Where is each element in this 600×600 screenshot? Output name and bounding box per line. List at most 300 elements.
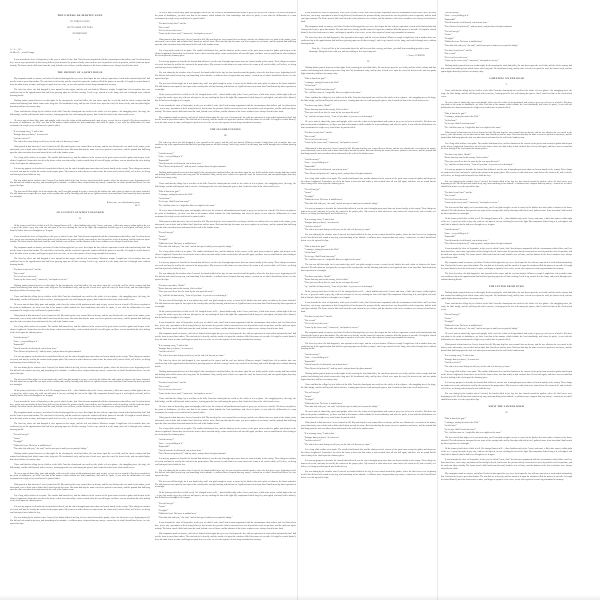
text-column-3 (301, 12, 436, 591)
dialogue-run (10, 434, 150, 451)
dialogue-run (301, 433, 436, 446)
paragraph: Of the journey itself there is little to tell. We changed horses at B—, dined indifferently at the Crown, and came, a little after sunset, within sight of the sea—a grey line under a grey sky, with one sail upon it, far out, catching the last of the light. My companion looked long at it, and sighed, and said, half to himself, that he had never thought to see it again. (155, 94, 296, 102)
dialogue-line: "You knew my father, I think?" (444, 153, 472, 156)
paragraph: It was towards the close of September, in the year of which I write, that I first became acquainted with the circumstances that follow; and I set them down here, not in any expectation of their being believed, but because the persons chiefly concerned are now beyond the reach of question, and the truth can injure nobody. The house stood a little back from the road, behind a row of limes, and the shutters of the lower windows were always closed before dusk. (10, 59, 150, 68)
paragraph: Nothing further passed between us that night. In the morning the wind had fallen, the sun shone upon the wet fields, and the whole country had that washed and shining look which comes after long rain. We breakfasted early, and by nine o'clock were upon the road, the horses fresh, and our spirits higher than they had been for many a day. (155, 371, 296, 379)
dialogue-line: "Then Heaven help them all," said my uncle, and put down his glass untasted. (304, 367, 373, 370)
dialogue-line: "Better than any man in this county, God rest him." (304, 279, 349, 282)
dialogue-line: "Gone—every shilling of it." (158, 156, 184, 159)
paragraph: He was a man of about fifty, spare and upright, with a face the colour of old parchment and a pair of grey eyes as keen as a hawk's. His dress was plain to the point of shabbiness, yet there was that in his manner which forbade the least familiarity; and when he spoke, it was with the deliberation of a man accustomed to weigh every word before he parted with it. (441, 333, 572, 341)
dialogue-line: "Not a word." (158, 385, 171, 388)
dialogue-line: "Not a word." (304, 319, 317, 322)
paragraph: She was sitting by the window when I entered, her hands folded in her lap, her face turned toward the garden, where the first leaves were beginning to fall. She did not look round at my step, and something in her attitude—a stillness more eloquent than any outcry—warned me of what I should hear before ever she opened her lips. (155, 469, 296, 478)
dialogue-run (10, 131, 150, 144)
dialogue-line: "At this hour?" (444, 119, 458, 122)
dialogue-line: "Then you can tell me how he came by the scar upon his wrist." (444, 160, 500, 163)
paragraph: He was a man of about fifty, spare and upright, with a face the colour of old parchment and a pair of grey eyes as keen as a hawk's. His dress was plain to the point of shabbiness, yet there was that in his manner which forbade the least familiarity; and when he spoke, it was with the deliberation of a man accustomed to weigh every word before he parted with it. (441, 101, 572, 110)
dialogue-line: "Then Heaven help them all," said my uncle, and put down his glass untasted. (304, 172, 373, 175)
dialogue-line: "And the end of it?" (304, 225, 322, 228)
paragraph: The letter lay where she had dropped it, face upward on the carpet, and the seal was broken. Whatever scruple I might have felt at another time was swallowed up in the apprehension that had been growing upon me all that evening; I took it up, carried it to the lamp, and read it through twice without drawing breath. (301, 342, 436, 351)
dialogue-run (441, 113, 572, 130)
paragraph: It is not my purpose to describe the lawsuit that followed, nor the ruin it brought upon more than one honest family in the county. These things are matters of record, and may be read by the curious in the proper place. My concern is with what never came before the courts at all, and of which, as I believe, no living soul but myself now holds the key. (10, 505, 150, 514)
dialogue-line: "To-night?" (444, 321, 455, 324)
paragraph: Of the journey itself there is little to tell. We changed horses at B—, dined indifferently at the Crown, and came, a little after sunset, within sight of the sea—a grey line under a grey sky, with one sail upon it, far out, catching the last of the light. My companion looked long at it, and sighed, and said, half to himself, that he had never thought to see it again. (10, 389, 150, 398)
paragraph: Of the journey itself there is little to tell. We changed horses at B—, dined indifferently at the Crown, and came, a little after sunset, within sight of the sea—a grey line under a grey sky, with one sail upon it, far out, catching the last of the light. My companion looked long at it, and sighed, and said, half to himself, that he had never thought to see it again. (441, 448, 572, 456)
dialogue-run (301, 246, 436, 263)
chapter-numeral: V. (505, 83, 508, 86)
text-column-2 (155, 12, 296, 591)
paragraph: The letter lay where she had dropped it, face upward on the carpet, and the seal was broken. Whatever scruple I might have felt at another time was swallowed up in the apprehension that had been growing upon me all that evening; I took it up, carried it to the lamp, and read it through twice without drawing breath. (155, 360, 296, 368)
paragraph: It was towards the close of September, in the year of which I write, that I first became acquainted with the circumstances that follow; and I set them down here, not in any expectation of their being believed, but because the persons chiefly concerned are now beyond the reach of question, and the truth can injure nobody. The house stood a little back from the road, behind a row of limes, and the shutters of the lower windows were always closed before dusk. (155, 322, 296, 330)
dialogue-line: "Yet it is all over the town." (444, 56, 469, 59)
dialogue-line: "Yet it is all over the town." (304, 139, 329, 141)
dialogue-line: "To-night?" (304, 399, 315, 402)
paragraph: It is not my purpose to describe the lawsuit that followed, nor the ruin it brought upon more than one honest family in the county. These things are matters of record, and may be read by the curious in the proper place. My concern is with what never came before the courts at all, and of which, as I believe, no living soul but myself now holds the key. (301, 460, 436, 468)
dialogue-line: "Within the hour. The horse is saddled now." (158, 513, 198, 516)
dialogue-run (301, 392, 436, 409)
paragraph: Of the journey itself there is little to tell. We changed horses at B—, dined indifferently at the Crown, and came, a little after sunset, within sight of the sea—a grey line under a grey sky, with one sail upon it, far out, catching the last of the light. My companion looked long at it, and sighed, and said, half to himself, that he had never thought to see it again. (155, 491, 296, 500)
dialogue-line: "You have heard, then?" said he. (304, 132, 333, 135)
dialogue-run (301, 316, 436, 329)
paragraph: She was sitting by the window when I entered, her hands folded in her lap, her face turned toward the garden, where the first leaves were beginning to fall. She did not look round at my step, and something in her attitude—a stillness more eloquent than any outcry—warned me of what I should hear before ever she opened her lips. (155, 273, 296, 282)
paragraph: It was towards the close of September, in the year of which I write, that I first became acquainted with the circumstances that follow; and I set them down here, not in any expectation of their being believed, but because the persons chiefly concerned are now beyond the reach of question, and the truth can injure nobody. The house stood a little back from the road, behind a row of limes, and the shutters of the lower windows were always closed before dusk. (301, 302, 436, 313)
dialogue-line: "Impossible!" (13, 344, 26, 347)
dialogue-line: "Who is that at the gate?" (158, 191, 181, 194)
paragraph: He was a man of about fifty, spare and upright, with a face the colour of old parchment and a pair of grey eyes as keen as a hawk's. His dress was plain to the point of shabbiness, yet there was that in his manner which forbade the least familiarity; and when he spoke, it was with the deliberation of a man accustomed to weigh every word before he parted with it. (10, 119, 150, 128)
dialogue-line: "Then you can tell me how he came by the scar upon his wrist." (304, 112, 360, 115)
dialogue-line: "It is a strange story," I said at last. (158, 344, 189, 347)
paragraph: Nothing further passed between us that night. In the morning the wind had fallen, the sun shone upon the wet fields, and the whole country had that washed and shining look which comes after long rain. We breakfasted early, and by nine o'clock were upon the road, the horses fresh, and our spirits higher than they had been for many a day. (441, 291, 572, 300)
dialogue-run (155, 153, 296, 170)
dialogue-line: "You have heard, then?" said he. (304, 316, 333, 319)
dialogue-line: "Then you can tell me how he came by the scar upon his wrist." (304, 282, 360, 285)
dateline-line: A— L—, 18—. (10, 49, 23, 52)
paragraph: My companion made no answer, and when I looked at him again his eyes were fixed upon the fire with an expression of such settled melancholy that I had not the heart to press him further. The rain had set in heavily, and the sound of it upon the windows filled the pauses of our talk. At length he roused himself, drew his chair nearer to mine, and began to speak in a low voice, as one who repeats a lesson long committed to memory. (10, 246, 150, 255)
dialogue-run (301, 78, 436, 95)
dialogue-line: "Gone—every shilling of it." (158, 442, 184, 445)
dialogue-run (441, 12, 572, 29)
dialogue-line: "A stranger, asking his road to the Hall." (304, 248, 340, 251)
dialogue-line: "A stranger, asking his road to the Hall." (158, 194, 194, 197)
dialogue-line: "I must." (13, 437, 21, 440)
paragraph: He was a man of about fifty, spare and upright, with a face the colour of old parchment and a pair of grey eyes as keen as a hawk's. His dress was plain to the point of shabbiness, yet there was that in his manner which forbade the least familiarity; and when he spoke, it was with the deliberation of a man accustomed to weigh every word before he parted with it. (301, 120, 436, 129)
dialogue-line: "Stranger than you know," he answered. (158, 348, 194, 350)
dialogue-line: "I must." (444, 317, 452, 320)
dialogue-line: "Gone—every shilling of it." (304, 357, 330, 360)
dialogue-line: "And the end of it?" (158, 351, 176, 354)
paragraph: She was sitting by the window when I entered, her hands folded in her lap, her face turned toward the garden, where the first leaves were beginning to fall. She did not look round at my step, and something in her attitude—a stillness more eloquent than any outcry—warned me of what I should hear before ever she opened her lips. (155, 72, 296, 80)
dialogue-run (155, 285, 296, 298)
paragraph: For a long while neither of us spoke. The candles had burned low, and the shadows in the corners of the great room seemed to gather and deepen as the silence lengthened. Somewhere far off in the house a door was shut softly; a stair creaked; then all was still again, and there was no sound but the slow ticking of the clock upon the chimney-piece. (10, 494, 150, 503)
dialogue-line: "I must." (158, 235, 166, 238)
paragraph: He was a man of about fifty, spare and upright, with a face the colour of old parchment and a pair of grey eyes as keen as a hawk's. His dress was plain to the point of shabbiness, yet there was that in his manner which forbade the least familiarity; and when he spoke, it was with the deliberation of a man accustomed to weigh every word before he parted with it. (155, 406, 296, 414)
dialogue-run (155, 382, 296, 395)
paragraph: I have said that the village lay in a hollow of the hills. From the churchyard one could see the whole of it at a glance—the straggling street, the forge, the little bridge, and the mill beyond; and it was here, leaning upon the low wall among the graves, that I waited for him as the clock struck seven. (301, 384, 436, 389)
dialogue-line: "Then take this with you," she said, "and do not open it until you are past the bridge." (444, 44, 519, 47)
dialogue-line: "Then take this with you," she said, "and do not open it until you are past the bridge." (158, 516, 233, 519)
paragraph: For a long while neither of us spoke. The candles had burned low, and the shadows in the corners of the great room seemed to gather and deepen as the silence lengthened. Somewhere far off in the house a door was shut softly; a stair creaked; then all was still again, and there was no sound but the slow ticking of the clock upon the chimney-piece. (155, 49, 296, 58)
dialogue-run (301, 159, 436, 176)
dialogue-line: "Ay," said the old man slowly, "I can tell you that—if you are set on hearing it." (158, 294, 228, 297)
dialogue-line: "It is a strange story," I said at last. (304, 433, 335, 436)
paragraph: It was towards the close of September, in the year of which I write, that I first became acquainted with the circumstances that follow; and I set them down here, not in any expectation of their being believed, but because the persons chiefly concerned are now beyond the reach of question, and the truth can injure nobody. The house stood a little back from the road, behind a row of limes, and the shutters of the lower windows were always closed before dusk. (155, 521, 296, 530)
section-heading: A MEETING ON THE ROAD (488, 77, 525, 80)
paragraph: It was towards the close of September, in the year of which I write, that I first became acquainted with the circumstances that follow; and I set them down here, not in any expectation of their being believed, but because the persons chiefly concerned are now beyond the reach of question, and the truth can injure nobody. The house stood a little back from the road, behind a row of limes, and the shutters of the lower windows were always closed before dusk. (301, 12, 436, 23)
paragraph: Of the journey itself there is little to tell. We changed horses at B—, dined indifferently at the Crown, and came, a little after sunset, within sight of the sea—a grey line under a grey sky, with one sail upon it, far out, catching the last of the light. My companion looked long at it, and sighed, and said, half to himself, that he had never thought to see it again. (10, 224, 150, 233)
paragraph: For a long while neither of us spoke. The candles had burned low, and the shadows in the corners of the great room seemed to gather and deepen as the silence lengthened. Somewhere far off in the house a door was shut softly; a stair creaked; then all was still again, and there was no sound but the slow ticking of the clock upon the chimney-piece. (441, 370, 572, 379)
dialogue-line: "You have heard, then?" said he. (158, 23, 187, 26)
dialogue-line: "Ay," said the old man slowly, "I can tell you that—if you are set on hearing it." (304, 285, 374, 288)
section-heading: WHAT THE LAWYER KNEW (488, 405, 525, 408)
dialogue-line: "I came by the lower road," I answered, "and spoke to no one." (158, 392, 214, 395)
paragraph: It was towards the close of September, in the year of which I write, that I first became acquainted with the circumstances that follow; and I set them down here, not in any expectation of their being believed, but because the persons chiefly concerned are now beyond the reach of question, and the truth can injure nobody. The house stood a little back from the road, behind a row of limes, and the shutters of the lower windows were always closed before dusk. (155, 105, 296, 114)
paragraph: The letter lay where she had dropped it, face upward on the carpet, and the seal was broken. Whatever scruple I might have felt at another time was swallowed up in the apprehension that had been growing upon me all that evening; I took it up, carried it to the lamp, and read it through twice without drawing breath. (10, 88, 150, 97)
dialogue-line: "At this hour?" (304, 85, 318, 88)
dialogue-line: "The end of it no man living can tell you, for the end of it has not yet come." (444, 365, 512, 368)
dialogue-line: "I had it from the clerk himself, not an hour since." (158, 163, 203, 166)
paragraph: My companion made no answer, and when I looked at him again his eyes were fixed upon the fire with an expression of such settled melancholy that I had not the heart to press him further. The rain had set in heavily, and the sound of it upon the windows filled the pauses of our talk. At length he roused himself, drew his chair nearer to mine, and began to speak in a low voice, as one who repeats a lesson long committed to memory. (155, 116, 296, 125)
title-subline: WITH SOME LETTERS (67, 26, 93, 29)
dialogue-line: "Then take this with you," she said, "and do not open it until you are past the bridge." (304, 406, 379, 409)
dialogue-line: "Gone—every shilling of it." (444, 232, 470, 235)
dialogue-line: "Then Heaven help them all," said my uncle, and put down his glass untasted. (13, 351, 82, 354)
dialogue-line: "Yet it is all over the town." (13, 275, 38, 278)
dialogue-line: "And the money?" (158, 439, 175, 442)
paragraph: It is not my purpose to describe the lawsuit that followed, nor the ruin it brought upon more than one honest family in the county. These things are matters of record, and may be read by the curious in the proper place. My concern is with what never came before the courts at all, and of which, as I believe, no living soul but myself now holds the key. (155, 60, 296, 69)
dialogue-line: "At this hour?" (304, 252, 318, 255)
paragraph: She was sitting by the window when I entered, her hands folded in her lap, her face turned toward the garden, where the first leaves were beginning to fall. She did not look round at my step, and something in her attitude—a stillness more eloquent than any outcry—warned me of what I should hear before ever she opened her lips. (10, 179, 150, 188)
dialogue-line: "No—bid him come in. A night like this is no night for the moor." (444, 126, 502, 129)
dialogue-line: "Impossible!" (158, 446, 171, 449)
dialogue-line: "So he says. Shall I turn him away?" (304, 88, 337, 91)
paragraph: It is not my purpose to describe the lawsuit that followed, nor the ruin it brought upon more than one honest family in the county. These things are matters of record, and may be read by the curious in the proper place. My concern is with what never came before the courts at all, and of which, as I believe, no living soul but myself now holds the key. (155, 262, 296, 270)
dialogue-line: "Yet it is all over the town." (304, 323, 329, 326)
dialogue-line: "I had it from the clerk himself, not an hour since." (158, 449, 203, 452)
dialogue-line: "And the money?" (444, 229, 461, 232)
paragraph: For a long while neither of us spoke. The candles had burned low, and the shadows in the corners of the great room seemed to gather and deepen as the silence lengthened. Somewhere far off in the house a door was shut softly; a stair creaked; then all was still again, and there was no sound but the slow ticking of the clock upon the chimney-piece. (301, 448, 436, 457)
paragraph: She was sitting by the window when I entered, her hands folded in her lap, her face turned toward the garden, where the first leaves were beginning to fall. She did not look round at my step, and something in her attitude—a stillness more eloquent than any outcry—warned me of what I should hear before ever she opened her lips. (441, 180, 572, 189)
dialogue-line: "Within the hour. The horse is saddled now." (13, 444, 53, 447)
dialogue-line: "And the money?" (304, 158, 321, 161)
paragraph: She was sitting by the window when I entered, her hands folded in her lap, her face turned toward the garden, where the first leaves were beginning to fall. She did not look round at my step, and something in her attitude—a stillness more eloquent than any outcry—warned me of what I should hear before ever she opened her lips. (10, 517, 150, 525)
dialogue-line: "No—bid him come in. A night like this is no night for the moor." (304, 92, 362, 95)
paragraph: What passed at that interview I never learned in full. My aunt kept her own counsel then as always, and the one allusion she ever made to the matter, years afterwards, was so brief and so bitter that I dared not ask her more. But from that day the name was never spoken in our house, and the portrait that had hung upon the stair was taken down and turned to the wall in the lumber-room. (10, 146, 150, 154)
dialogue-line: "The end of it no man living can tell you, for the end of it has not yet come." (304, 229, 372, 232)
dialogue-line: "Then take this with you," she said, "and do not open it until you are past the bridge." (13, 447, 88, 450)
paragraph: My companion made no answer, and when I looked at him again his eyes were fixed upon the fire with an expression of such settled melancholy that I had not the heart to press him further. The rain had set in heavily, and the sound of it upon the windows filled the pauses of our talk. At length he roused himself, drew his chair nearer to mine, and began to speak in a low voice, as one who repeats a lesson long committed to memory. (441, 262, 572, 270)
dialogue-line: "Who is that at the gate?" (304, 245, 327, 248)
paragraph: For a long while neither of us spoke. The candles had burned low, and the shadows in the corners of the great room seemed to gather and deepen as the silence lengthened. Somewhere far off in the house a door was shut softly; a stair creaked; then all was still again, and there was no sound but the slow ticking of the clock upon the chimney-piece. (441, 142, 572, 151)
dialogue-run (301, 105, 436, 118)
paragraph: What passed at that interview I never learned in full. My aunt kept her own counsel then as always, and the one allusion she ever made to the matter, years afterwards, was so brief and so bitter that I dared not ask her more. But from that day the name was never spoken in our house, and the portrait that had hung upon the stair was taken down and turned to the wall in the lumber-room. (441, 131, 572, 140)
chapter-numeral: I. (79, 39, 81, 42)
paragraph: He was a man of about fifty, spare and upright, with a face the colour of old parchment and a pair of grey eyes as keen as a hawk's. His dress was plain to the point of shabbiness, yet there was that in his manner which forbade the least familiarity; and when he spoke, it was with the deliberation of a man accustomed to weigh every word before he parted with it. (155, 12, 296, 20)
paragraph: He was a man of about fifty, spare and upright, with a face the colour of old parchment and a pair of grey eyes as keen as a hawk's. His dress was plain to the point of shabbiness, yet there was that in his manner which forbade the least familiarity; and when he spoke, it was with the deliberation of a man accustomed to weigh every word before he parted with it. (155, 209, 296, 218)
dialogue-line: "You have heard, then?" said he. (13, 269, 42, 272)
dialogue-line: "To-night?" (158, 509, 169, 512)
dialogue-line: "You will not go?" (444, 30, 461, 33)
dialogue-line: "So he says. Shall I turn him away?" (304, 255, 337, 258)
paragraph: What passed at that interview I never learned in full. My aunt kept her own counsel then as always, and the one allusion she ever made to the matter, years afterwards, was so brief and so bitter that I dared not ask her more. But from that day the name was never spoken in our house, and the portrait that had hung upon the stair was taken down and turned to the wall in the lumber-room. (10, 315, 150, 323)
paragraph: It is not my purpose to describe the lawsuit that followed, nor the ruin it brought upon more than one honest family in the county. These things are matters of record, and may be read by the curious in the proper place. My concern is with what never came before the courts at all, and of which, as I believe, no living soul but myself now holds the key. (301, 207, 436, 216)
dialogue-run (441, 50, 572, 63)
dialogue-line: "I came by the lower road," I answered, "and spoke to no one." (304, 142, 360, 145)
dialogue-line: "The end of it no man living can tell you, for the end of it has not yet come." (304, 443, 372, 446)
dialogue-line: "Who is that at the gate?" (444, 418, 467, 421)
dialogue-line: "To-night?" (304, 195, 315, 198)
dialogue-line: "And the money?" (304, 353, 321, 356)
letter-block: Dear Sir,—If you will be at the cross-roads above the mill at seven this evening, and alone, you shall hear something greatly to your advantage. Bring this letter with you, and say nothing of it to any living soul. (309, 48, 429, 54)
dialogue-line: "I came by the lower road," I answered, "and spoke to no one." (444, 60, 500, 63)
dialogue-line: "Better than any man in this county, God rest him." (304, 108, 349, 111)
dialogue-run (10, 269, 150, 282)
paragraph: He was a man of about fifty, spare and upright, with a face the colour of old parchment and a pair of grey eyes as keen as a hawk's. His dress was plain to the point of shabbiness, yet there was that in his manner which forbade the least familiarity; and when he spoke, it was with the deliberation of a man accustomed to weigh every word before he parted with it. (301, 411, 436, 419)
paragraph: It was towards the close of September, in the year of which I write, that I first became acquainted with the circumstances that follow; and I set them down here, not in any expectation of their being believed, but because the persons chiefly concerned are now beyond the reach of question, and the truth can injure nobody. The house stood a little back from the road, behind a row of limes, and the shutters of the lower windows were always closed before dusk. (10, 235, 150, 244)
paragraph: My companion made no answer, and when I looked at him again his eyes were fixed upon the fire with an expression of such settled melancholy that I had not the heart to press him further. The rain had set in heavily, and the sound of it upon the windows filled the pauses of our talk. At length he roused himself, drew his chair nearer to mine, and began to speak in a low voice, as one who repeats a lesson long committed to memory. (441, 473, 572, 482)
paragraph: For a long while neither of us spoke. The candles had burned low, and the shadows in the corners of the great room seemed to gather and deepen as the silence lengthened. Somewhere far off in the house a door was shut softly; a stair creaked; then all was still again, and there was no sound but the slow ticking of the clock upon the chimney-piece. (155, 428, 296, 437)
dialogue-line: "So he says. Shall I turn him away?" (444, 123, 477, 126)
paragraph: He was a man of about fifty, spare and upright, with a face the colour of old parchment and a pair of grey eyes as keen as a hawk's. His dress was plain to the point of shabbiness, yet there was that in his manner which forbade the least familiarity; and when he spoke, it was with the deliberation of a man accustomed to weigh every word before he parted with it. (10, 303, 150, 312)
dialogue-line: "I came by the lower road," I answered, "and spoke to no one." (304, 326, 360, 329)
paragraph: I have said that the village lay in a hollow of the hills. From the churchyard one could see the whole of it at a glance—the straggling street, the forge, the little bridge, and the mill beyond; and it was here, leaning upon the low wall among the graves, that I waited for him as the clock struck seven. (155, 397, 296, 403)
paragraph: Nothing further passed between us that night. In the morning the wind had fallen, the sun shone upon the wet fields, and the whole country had that washed and shining look which comes after long rain. We breakfasted early, and by nine o'clock were upon the road, the horses fresh, and our spirits higher than they had been for many a day. (10, 453, 150, 461)
dialogue-run (301, 276, 436, 289)
dialogue-line: "Gone—every shilling of it." (13, 340, 39, 343)
dialogue-line: "Then take this with you," she said, "and do not open it until you are past the bridge." (304, 202, 379, 205)
paragraph: The letter lay where she had dropped it, face upward on the carpet, and the seal was broken. Whatever scruple I might have felt at another time was swallowed up in the apprehension that had been growing upon me all that evening; I took it up, carried it to the lamp, and read it through twice without drawing breath. (155, 141, 296, 150)
paragraph: Nothing further passed between us that night. In the morning the wind had fallen, the sun shone upon the wet fields, and the whole country had that washed and shining look which comes after long rain. We breakfasted early, and by nine o'clock were upon the road, the horses fresh, and our spirits higher than they had been for many a day. (10, 100, 150, 108)
dialogue-run (301, 132, 436, 145)
dialogue-line: "You will not go?" (158, 502, 175, 505)
dialogue-line: "Not a word." (444, 53, 457, 56)
dialogue-line: "It is a strange story," I said at last. (13, 130, 44, 133)
dialogue-line: "Impossible!" (444, 236, 457, 239)
section-heading: THE HISTORY OF A QUIET HOUSE (57, 71, 103, 74)
dialogue-line: "Then take this with you," she said, "and do not open it until you are past the bridge." (158, 246, 233, 249)
paragraph: Nothing further passed between us that night. In the morning the wind had fallen, the sun shone upon the wet fields, and the whole country had that washed and shining look which comes after long rain. We breakfasted early, and by nine o'clock were upon the road, the horses fresh, and our spirits higher than they had been for many a day. (301, 67, 436, 75)
dialogue-line: "Ay," said the old man slowly, "I can tell you that—if you are set on hearing it." (444, 164, 514, 167)
document-title: THE PAPERS OF MARTIN VANE (57, 14, 103, 17)
dialogue-line: "Then Heaven help them all," said my uncle, and put down his glass untasted. (444, 25, 513, 28)
dialogue-line: "Impossible!" (304, 165, 317, 168)
dialogue-run (155, 23, 296, 36)
dialogue-line: "Yet it is all over the town." (158, 389, 183, 392)
dialogue-line: "And the money?" (444, 12, 461, 14)
dialogue-run (155, 503, 296, 520)
paragraph: For a long while neither of us spoke. The candles had burned low, and the shadows in the corners of the great room seemed to gather and deepen as the silence lengthened. Somewhere far off in the house a door was shut softly; a stair creaked; then all was still again, and there was no sound but the slow ticking of the clock upon the chimney-piece. (155, 251, 296, 259)
dialogue-line: "So he says. Shall I turn him away?" (444, 428, 477, 431)
dialogue-run (441, 31, 572, 48)
paragraph: I have said that the village lay in a hollow of the hills. From the churchyard one could see the whole of it at a glance—the straggling street, the forge, the little bridge, and the mill beyond; and it was here, leaning upon the low wall among the graves, that I waited for him as the clock struck seven. (10, 111, 150, 117)
title-subline: IN THREE PARTS (70, 20, 90, 23)
dialogue-line: "A stranger, asking his road to the Hall." (444, 116, 480, 119)
dialogue-run (301, 354, 436, 371)
dialogue-line: "You will not go?" (304, 188, 321, 191)
paragraph: My companion made no answer, and when I looked at him again his eyes were fixed upon the fire with an expression of such settled melancholy that I had not the heart to press him further. The rain had set in heavily, and the sound of it upon the windows filled the pauses of our talk. At length he roused himself, drew his chair nearer to mine, and began to speak in a low voice, as one who repeats a lesson long committed to memory. (10, 77, 150, 86)
dialogue-run (155, 439, 296, 456)
paragraph: What passed at that interview I never learned in full. My aunt kept her own counsel then as always, and the one allusion she ever made to the matter, years afterwards, was so brief and so bitter that I dared not ask her more. But from that day the name was never spoken in our house, and the portrait that had hung upon the stair was taken down and turned to the wall in the lumber-room. (301, 422, 436, 431)
dialogue-line: "Stranger than you know," he answered. (444, 358, 480, 361)
dialogue-line: "The end of it no man living can tell you, for the end of it has not yet come." (158, 354, 226, 357)
page-divider-left (297, 0, 298, 600)
paragraph: My companion made no answer, and when I looked at him again his eyes were fixed upon the fire with an expression of such settled melancholy that I had not the heart to press him further. The rain had set in heavily, and the sound of it upon the windows filled the pauses of our talk. At length he roused himself, drew his chair nearer to mine, and began to speak in a low voice, as one who repeats a lesson long committed to memory. (301, 331, 436, 340)
dialogue-line: "A stranger, asking his road to the Hall." (444, 421, 480, 424)
paragraph: Of the journey itself there is little to tell. We changed horses at B—, dined indifferently at the Crown, and came, a little after sunset, within sight of the sea—a grey line under a grey sky, with one sail upon it, far out, catching the last of the light. My companion looked long at it, and sighed, and said, half to himself, that he had never thought to see it again. (301, 291, 436, 299)
paragraph: I have said that the village lay in a hollow of the hills. From the churchyard one could see the whole of it at a glance—the straggling street, the forge, the little bridge, and the mill beyond; and it was here, leaning upon the low wall among the graves, that I waited for him as the clock struck seven. (441, 90, 572, 99)
paragraph: I have said that the village lay in a hollow of the hills. From the churchyard one could see the whole of it at a glance—the straggling street, the forge, the little bridge, and the mill beyond; and it was here, leaning upon the low wall among the graves, that I waited for him as the clock struck seven. (301, 97, 436, 103)
dialogue-line: "I had it from the clerk himself, not an hour since." (13, 347, 58, 350)
dialogue-line: "You will not go?" (158, 232, 175, 235)
paragraph: The letter lay where she had dropped it, face upward on the carpet, and the seal was broken. Whatever scruple I might have felt at another time was swallowed up in the apprehension that had been growing upon me all that evening; I took it up, carried it to the lamp, and read it through twice without drawing breath. (10, 423, 150, 431)
dialogue-line: "No—bid him come in. A night like this is no night for the moor." (444, 432, 502, 435)
dialogue-line: "Gone—every shilling of it." (444, 15, 470, 18)
paragraph: Nothing further passed between us that night. In the morning the wind had fallen, the sun shone upon the wet fields, and the whole country had that washed and shining look which comes after long rain. We breakfasted early, and by nine o'clock were upon the road, the horses fresh, and our spirits higher than they had been for many a day. (301, 372, 436, 381)
dialogue-line: "And the end of it?" (444, 362, 462, 365)
dialogue-line: "Impossible!" (158, 159, 171, 162)
paragraph: My companion made no answer, and when I looked at him again his eyes were fixed upon the fire with an expression of such settled melancholy that I had not the heart to press him further. The rain had set in heavily, and the sound of it upon the windows filled the pauses of our talk. At length he roused himself, drew his chair nearer to mine, and began to speak in a low voice, as one who repeats a lesson long committed to memory. (155, 333, 296, 342)
dialogue-run (155, 345, 296, 358)
signature-line: Believe me, ever affectionately yours, (106, 201, 140, 204)
dialogue-line: "And the end of it?" (13, 137, 31, 140)
paragraph: The inn was full that night, for it was market day, and I was glad enough to secure a corner by the kitchen fire and a plate of whatever the house afforded. The talk about me ran upon the one topic of the country-side; and by listening with half an ear I gathered more in an hour than I had learned by direct question in a fortnight. (301, 264, 436, 273)
paragraph: What passed at that interview I never learned in full. My aunt kept her own counsel then as always, and the one allusion she ever made to the matter, years afterwards, was so brief and so bitter that I dared not ask her more. But from that day the name was never spoken in our house, and the portrait that had hung upon the stair was taken down and turned to the wall in the lumber-room. (155, 221, 296, 229)
section-heading: AN ACCOUNT OF WHAT FOLLOWED (56, 212, 104, 215)
paragraph: The inn was full that night, for it was market day, and I was glad enough to secure a corner by the kitchen fire and a plate of whatever the house afforded. The talk about me ran upon the one topic of the country-side; and by listening with half an ear I gathered more in an hour than I had learned by direct question in a fortnight. (155, 83, 296, 91)
chapter-numeral: IV. (367, 60, 370, 63)
letter-signature: — Yours, A FRIEND. (405, 54, 425, 57)
dialogue-line: "Gone—every shilling of it." (304, 162, 330, 165)
dialogue-line: "Better than any man in this county, God rest him." (158, 288, 203, 290)
dialogue-run (301, 219, 436, 232)
dialogue-run (441, 154, 572, 167)
dateline-line: To Miss H—, at the Grange. (10, 52, 35, 55)
dialogue-line: "A stranger, asking his road to the Hall." (304, 81, 340, 84)
paragraph: What passed at that interview I never learned in full. My aunt kept her own counsel then as always, and the one allusion she ever made to the matter, years afterwards, was so brief and so bitter that I dared not ask her more. But from that day the name was never spoken in our house, and the portrait that had hung upon the stair was taken down and turned to the wall in the lumber-room. (10, 483, 150, 492)
paragraph: She was sitting by the window when I entered, her hands folded in her lap, her face turned toward the garden, where the first leaves were beginning to fall. She did not look round at my step, and something in her attitude—a stillness more eloquent than any outcry—warned me of what I should hear before ever she opened her lips. (441, 393, 572, 401)
dialogue-line: "Stranger than you know," he answered. (304, 222, 340, 225)
paragraph: The inn was full that night, for it was market day, and I was glad enough to secure a corner by the kitchen fire and a plate of whatever the house afforded. The talk about me ran upon the one topic of the country-side; and by listening with half an ear I gathered more in an hour than I had learned by direct question in a fortnight. (155, 480, 296, 489)
paragraph: Nothing further passed between us that night. In the morning the wind had fallen, the sun shone upon the wet fields, and the whole country had that washed and shining look which comes after long rain. We breakfasted early, and by nine o'clock were upon the road, the horses fresh, and our spirits higher than they had been for many a day. (155, 171, 296, 180)
signature-block (10, 202, 150, 208)
paragraph: He was a man of about fifty, spare and upright, with a face the colour of old parchment and a pair of grey eyes as keen as a hawk's. His dress was plain to the point of shabbiness, yet there was that in his manner which forbade the least familiarity; and when he spoke, it was with the deliberation of a man accustomed to weigh every word before he parted with it. (10, 472, 150, 481)
paragraph: It is not my purpose to describe the lawsuit that followed, nor the ruin it brought upon more than one honest family in the county. These things are matters of record, and may be read by the curious in the proper place. My concern is with what never came before the courts at all, and of which, as I believe, no living soul but myself now holds the key. (441, 382, 572, 390)
dialogue-line: "Yet it is all over the town." (444, 198, 469, 201)
dialogue-line: "Within the hour. The horse is saddled now." (304, 402, 344, 405)
paragraph: The letter lay where she had dropped it, face upward on the carpet, and the seal was broken. Whatever scruple I might have felt at another time was swallowed up in the apprehension that had been growing upon me all that evening; I took it up, carried it to the lamp, and read it through twice without drawing breath. (301, 37, 436, 45)
dialogue-line: "Impossible!" (444, 18, 457, 21)
title-block (10, 14, 150, 41)
dialogue-line: "Then Heaven help them all," said my uncle, and put down his glass untasted. (158, 453, 227, 456)
paragraph: My companion made no answer, and when I looked at him again his eyes were fixed upon the fire with an expression of such settled melancholy that I had not the heart to press him further. The rain had set in heavily, and the sound of it upon the windows filled the pauses of our talk. At length he roused himself, drew his chair nearer to mine, and began to speak in a low voice, as one who repeats a lesson long committed to memory. (301, 25, 436, 34)
dialogue-line: "Then Heaven help them all," said my uncle, and put down his glass untasted. (158, 166, 227, 169)
dialogue-line: "So he says. Shall I turn him away?" (158, 201, 191, 204)
paragraph: For a long while neither of us spoke. The candles had burned low, and the shadows in the corners of the great room seemed to gather and deepen as the silence lengthened. Somewhere far off in the house a door was shut softly; a stair creaked; then all was still again, and there was no sound but the slow ticking of the clock upon the chimney-piece. (10, 157, 150, 165)
dialogue-line: "You have heard, then?" said he. (444, 49, 473, 52)
dialogue-line: "Not a word." (13, 272, 26, 275)
dialogue-line: "You will not go?" (13, 434, 30, 437)
dialogue-line: "I had it from the clerk himself, not an hour since." (304, 364, 349, 367)
paragraph: What passed at that interview I never learned in full. My aunt kept her own counsel then as always, and the one allusion she ever made to the matter, years afterwards, was so brief and so bitter that I dared not ask her more. But from that day the name was never spoken in our house, and the portrait that had hung upon the stair was taken down and turned to the wall in the lumber-room. (155, 38, 296, 47)
dialogue-line: "I must." (304, 192, 312, 195)
paragraph: Nothing further passed between us that night. In the morning the wind had fallen, the sun shone upon the wet fields, and the whole country had that washed and shining look which comes after long rain. We breakfasted early, and by nine o'clock were upon the road, the horses fresh, and our spirits higher than they had been for many a day. (10, 284, 150, 293)
dialogue-line: "Then you can tell me how he came by the scar upon his wrist." (158, 291, 214, 294)
dialogue-run (441, 229, 572, 246)
dialogue-run (441, 418, 572, 435)
dialogue-line: "Who is that at the gate?" (304, 78, 327, 81)
paragraph: I have said that the village lay in a hollow of the hills. From the churchyard one could see the whole of it at a glance—the straggling street, the forge, the little bridge, and the mill beyond; and it was here, leaning upon the low wall among the graves, that I waited for him as the clock struck seven. (10, 295, 150, 301)
dialogue-line: "You have heard, then?" said he. (444, 191, 473, 194)
dialogue-line: "Within the hour. The horse is saddled now." (158, 242, 198, 245)
dialogue-line: "I came by the lower road," I answered, "and spoke to no one." (158, 33, 214, 36)
dialogue-line: "You knew my father, I think?" (304, 275, 332, 278)
paragraph: I have said that the village lay in a hollow of the hills. From the churchyard one could see the whole of it at a glance—the straggling street, the forge, the little bridge, and the mill beyond; and it was here, leaning upon the low wall among the graves, that I waited for him as the clock struck seven. (155, 182, 296, 188)
paragraph: For a long while neither of us spoke. The candles had burned low, and the shadows in the corners of the great room seemed to gather and deepen as the silence lengthened. Somewhere far off in the house a door was shut softly; a stair creaked; then all was still again, and there was no sound but the slow ticking of the clock upon the chimney-piece. (10, 326, 150, 334)
dialogue-line: "I must." (158, 506, 166, 509)
dialogue-line: "I had it from the clerk himself, not an hour since." (444, 22, 489, 25)
dialogue-run (155, 232, 296, 249)
chapter-numeral: II. (78, 218, 82, 221)
dialogue-line: "To-night?" (158, 239, 169, 242)
paragraph: My companion made no answer, and when I looked at him again his eyes were fixed upon the fire with an expression of such settled melancholy that I had not the heart to press him further. The rain had set in heavily, and the sound of it upon the windows filled the pauses of our talk. At length he roused himself, drew his chair nearer to mine, and began to speak in a low voice, as one who repeats a lesson long committed to memory. (155, 532, 296, 541)
dialogue-line: "You knew my father, I think?" (158, 284, 186, 287)
paragraph: What passed at that interview I never learned in full. My aunt kept her own counsel then as always, and the one allusion she ever made to the matter, years afterwards, was so brief and so bitter that I dared not ask her more. But from that day the name was never spoken in our house, and the portrait that had hung upon the stair was taken down and turned to the wall in the lumber-room. (301, 147, 436, 156)
paragraph: The inn was full that night, for it was market day, and I was glad enough to secure a corner by the kitchen fire and a plate of whatever the house afforded. The talk about me ran upon the one topic of the country-side; and by listening with half an ear I gathered more in an hour than I had learned by direct question in a fortnight. (155, 300, 296, 308)
paragraph: Nothing further passed between us that night. In the morning the wind had fallen, the sun shone upon the wet fields, and the whole country had that washed and shining look which comes after long rain. We breakfasted early, and by nine o'clock were upon the road, the horses fresh, and our spirits higher than they had been for many a day. (441, 65, 572, 74)
paragraph: I have said that the village lay in a hollow of the hills. From the churchyard one could see the whole of it at a glance—the straggling street, the forge, the little bridge, and the mill beyond; and it was here, leaning upon the low wall among the graves, that I waited for him as the clock struck seven. (441, 303, 572, 311)
dialogue-line: "And the money?" (13, 337, 30, 340)
dialogue-line: "You will not go?" (444, 314, 461, 317)
dialogue-line: "You will not go?" (304, 392, 321, 395)
paragraph: She was sitting by the window when I entered, her hands folded in her lap, her face turned toward the garden, where the first leaves were beginning to fall. She did not look round at my step, and something in her attitude—a stillness more eloquent than any outcry—warned me of what I should hear before ever she opened her lips. (301, 471, 436, 479)
title-subline: EDINBURGH (72, 32, 88, 35)
paragraph: She was sitting by the window when I entered, her hands folded in her lap, her face turned toward the garden, where the first leaves were beginning to fall. She did not look round at my step, and something in her attitude—a stillness more eloquent than any outcry—warned me of what I should hear before ever she opened her lips. (10, 367, 150, 376)
dialogue-line: "It is a strange story," I said at last. (444, 355, 475, 358)
dialogue-line: "Who is that at the gate?" (444, 112, 467, 115)
dialogue-line: "And the money?" (158, 152, 175, 155)
dialogue-line: "Yet it is all over the town." (158, 30, 183, 33)
dialogue-line: "You have heard, then?" said he. (158, 382, 187, 385)
paragraph: The inn was full that night, for it was market day, and I was glad enough to secure a corner by the kitchen fire and a plate of whatever the house afforded. The talk about me ran upon the one topic of the country-side; and by listening with half an ear I gathered more in an hour than I had learned by direct question in a fortnight. (10, 378, 150, 387)
dialogue-line: "I came by the lower road," I answered, "and spoke to no one." (444, 202, 500, 204)
dialogue-line: "I had it from the clerk himself, not an hour since." (444, 239, 489, 242)
paragraph: I have said that the village lay in a hollow of the hills. From the churchyard one could see the whole of it at a glance—the straggling street, the forge, the little bridge, and the mill beyond; and it was here, leaning upon the low wall among the graves, that I waited for him as the clock struck seven. (10, 464, 150, 470)
dialogue-line: "Ay," said the old man slowly, "I can tell you that—if you are set on hearing it." (304, 115, 374, 118)
dialogue-line: "Better than any man in this county, God rest him." (444, 157, 489, 160)
dialogue-line: "To-night?" (13, 441, 24, 444)
dialogue-line: "And the end of it?" (304, 440, 322, 443)
dialogue-run (301, 189, 436, 206)
paragraph: It is not my purpose to describe the lawsuit that followed, nor the ruin it brought upon more than one honest family in the county. These things are matters of record, and may be read by the curious in the proper place. My concern is with what never came before the courts at all, and of which, as I believe, no living soul but myself now holds the key. (155, 458, 296, 467)
dialogue-line: "To-night?" (444, 37, 455, 40)
paragraph: The inn was full that night, for it was market day, and I was glad enough to secure a corner by the kitchen fire and a plate of whatever the house afforded. The talk about me ran upon the one topic of the country-side; and by listening with half an ear I gathered more in an hour than I had learned by direct question in a fortnight. (441, 207, 572, 215)
paragraph: The letter lay where she had dropped it, face upward on the carpet, and the seal was broken. Whatever scruple I might have felt at another time was swallowed up in the apprehension that had been growing upon me all that evening; I took it up, carried it to the lamp, and read it through twice without drawing breath. (441, 273, 572, 282)
paragraph: It is not my purpose to describe the lawsuit that followed, nor the ruin it brought upon more than one honest family in the county. These things are matters of record, and may be read by the curious in the proper place. My concern is with what never came before the courts at all, and of which, as I believe, no living soul but myself now holds the key. (441, 169, 572, 178)
paragraph: It was towards the close of September, in the year of which I write, that I first became acquainted with the circumstances that follow; and I set them down here, not in any expectation of their being believed, but because the persons chiefly concerned are now beyond the reach of question, and the truth can injure nobody. The house stood a little back from the road, behind a row of limes, and the shutters of the lower windows were always closed before dusk. (10, 400, 150, 409)
signature-line: M. V. (135, 205, 140, 208)
dialogue-line: "Not a word." (304, 135, 317, 138)
paragraph: It is not my purpose to describe the lawsuit that followed, nor the ruin it brought upon more than one honest family in the county. These things are matters of record, and may be read by the curious in the proper place. My concern is with what never came before the courts at all, and of which, as I believe, no living soul but myself now holds the key. (10, 168, 150, 177)
dialogue-line: "I must." (304, 395, 312, 398)
text-column-4 (441, 12, 572, 591)
paragraph: My companion made no answer, and when I looked at him again his eyes were fixed upon the fire with an expression of such settled melancholy that I had not the heart to press him further. The rain had set in heavily, and the sound of it upon the windows filled the pauses of our talk. At length he roused himself, drew his chair nearer to mine, and began to speak in a low voice, as one who repeats a lesson long committed to memory. (10, 411, 150, 420)
dialogue-line: "Impossible!" (304, 360, 317, 363)
dialogue-run (441, 192, 572, 205)
dialogue-line: "Stranger than you know," he answered. (13, 134, 49, 137)
dialogue-line: "No—bid him come in. A night like this is no night for the moor." (304, 259, 362, 262)
paragraph: It was towards the close of September, in the year of which I write, that I first became acquainted with the circumstances that follow; and I set them down here, not in any expectation of their being believed, but because the persons chiefly concerned are now beyond the reach of question, and the truth can injure nobody. The house stood a little back from the road, behind a row of limes, and the shutters of the lower windows were always closed before dusk. (441, 459, 572, 470)
paragraph: The letter lay where she had dropped it, face upward on the carpet, and the seal was broken. Whatever scruple I might have felt at another time was swallowed up in the apprehension that had been growing upon me all that evening; I took it up, carried it to the lamp, and read it through twice without drawing breath. (10, 257, 150, 266)
page-divider-right (437, 0, 438, 600)
